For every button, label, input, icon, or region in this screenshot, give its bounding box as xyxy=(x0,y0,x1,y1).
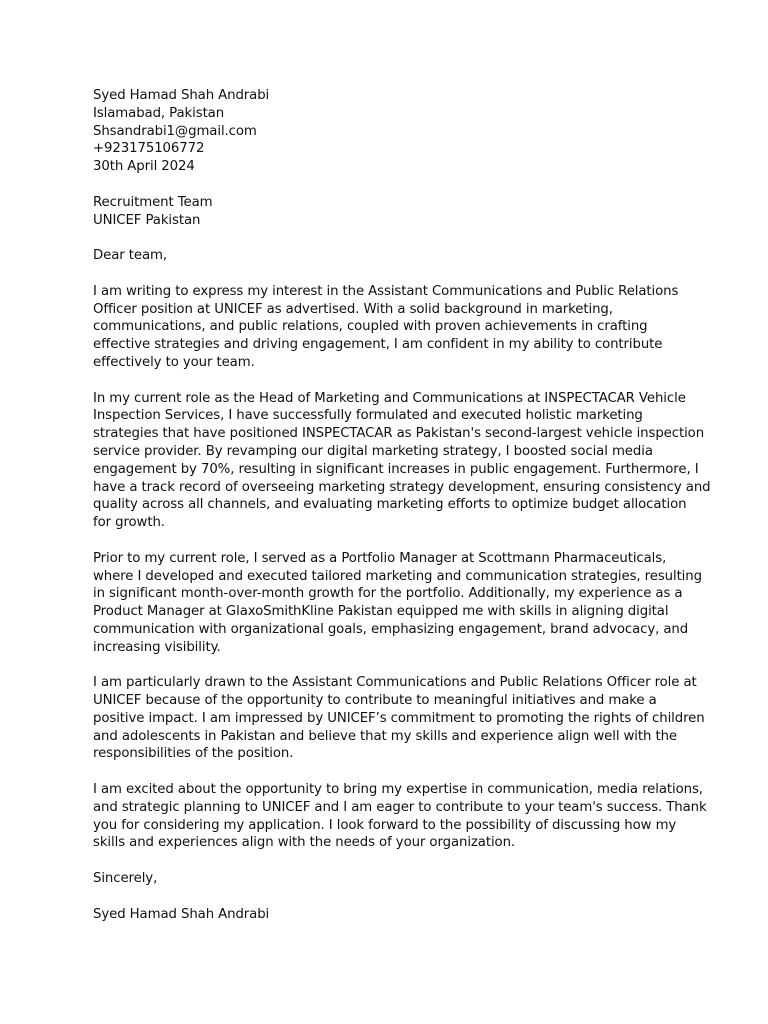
paragraph-line: effective strategies and driving engagement, I am confident in my ability to contribute xyxy=(93,337,663,353)
paragraph-line: I am particularly drawn to the Assistant Communications and Public Relations Officer role at xyxy=(93,675,697,691)
paragraph-line: where I developed and executed tailored marketing and communication strategies, resulting xyxy=(93,568,702,584)
paragraph-line: for growth. xyxy=(93,515,165,531)
paragraph-line: Officer position at UNICEF as advertised. With a solid background in marketing, xyxy=(93,301,613,317)
sender-phone: +923175106772 xyxy=(93,141,205,157)
paragraph-line: UNICEF because of the opportunity to contribute to meaningful initiatives and make a xyxy=(93,693,657,709)
paragraph-3 xyxy=(93,550,702,657)
paragraph-5 xyxy=(93,781,707,852)
spacer xyxy=(93,176,683,194)
paragraph-4 xyxy=(93,674,705,763)
paragraph-line: and adolescents in Pakistan and believe that my skills and experience align well with the xyxy=(93,728,677,744)
paragraph-line: responsibilities of the position. xyxy=(93,746,294,762)
paragraph-line: Product Manager at GlaxoSmithKline Pakistan equipped me with skills in aligning digital xyxy=(93,604,669,620)
sender-block xyxy=(93,87,683,176)
paragraph-line: have a track record of overseeing marketing strategy development, ensuring consistency and xyxy=(93,479,711,495)
sender-location: Islamabad, Pakistan xyxy=(93,105,225,121)
paragraph-line: I am writing to express my interest in the Assistant Communications and Public Relations xyxy=(93,283,679,299)
spacer xyxy=(93,763,683,781)
spacer xyxy=(93,229,683,247)
paragraph-line: quality across all channels, and evaluating marketing efforts to optimize budget allocation xyxy=(93,497,687,513)
recipient-block xyxy=(93,194,683,230)
paragraph-line: In my current role as the Head of Marketing and Communications at INSPECTACAR Vehicle xyxy=(93,390,686,406)
spacer xyxy=(93,657,683,675)
signature xyxy=(93,906,683,924)
spacer xyxy=(93,532,683,550)
paragraph-2 xyxy=(93,390,711,532)
paragraph-line: effectively to your team. xyxy=(93,354,255,370)
cover-letter xyxy=(93,87,711,923)
letter-date: 30th April 2024 xyxy=(93,159,195,175)
paragraph-line: communications, and public relations, coupled with proven achievements in crafting xyxy=(93,319,648,335)
paragraph-line: in significant month-over-month growth for the portfolio. Additionally, my experience as a xyxy=(93,586,683,602)
paragraph-line: I am excited about the opportunity to bring my expertise in communication, media relations, xyxy=(93,782,703,798)
paragraph-line: skills and experiences align with the needs of your organization. xyxy=(93,835,516,851)
closing-text: Sincerely, xyxy=(93,871,158,887)
paragraph-line: communication with organizational goals, emphasizing engagement, brand advocacy, and xyxy=(93,621,689,637)
spacer xyxy=(93,372,683,390)
spacer xyxy=(93,888,683,906)
spacer xyxy=(93,852,683,870)
paragraph-line: service provider. By revamping our digital marketing strategy, I boosted social media xyxy=(93,443,653,459)
closing xyxy=(93,870,683,888)
paragraph-1 xyxy=(93,283,683,372)
paragraph-line: engagement by 70%, resulting in significant increases in public engagement. Furthermore, I xyxy=(93,461,699,477)
paragraph-line: Prior to my current role, I served as a Portfolio Manager at Scottmann Pharmaceuticals, xyxy=(93,550,667,566)
paragraph-line: and strategic planning to UNICEF and I am eager to contribute to your team's success. Thank xyxy=(93,799,707,815)
signature-name: Syed Hamad Shah Andrabi xyxy=(93,906,270,922)
sender-name: Syed Hamad Shah Andrabi xyxy=(93,88,270,103)
sender-email: Shsandrabi1@gmail.com xyxy=(93,123,257,139)
paragraph-line: you for considering my application. I look forward to the possibility of discussing how my xyxy=(93,817,677,833)
recipient-organization: UNICEF Pakistan xyxy=(93,212,201,228)
paragraph-line: Inspection Services, I have successfully formulated and executed holistic marketing xyxy=(93,408,643,424)
salutation xyxy=(93,247,683,265)
paragraph-line: increasing visibility. xyxy=(93,639,221,655)
spacer xyxy=(93,265,683,283)
paragraph-line: strategies that have positioned INSPECTACAR as Pakistan's second-largest vehicle inspection xyxy=(93,426,705,442)
paragraph-line: positive impact. I am impressed by UNICEF’s commitment to promoting the rights of children xyxy=(93,710,705,726)
recipient-team: Recruitment Team xyxy=(93,194,213,210)
salutation-text: Dear team, xyxy=(93,248,167,264)
